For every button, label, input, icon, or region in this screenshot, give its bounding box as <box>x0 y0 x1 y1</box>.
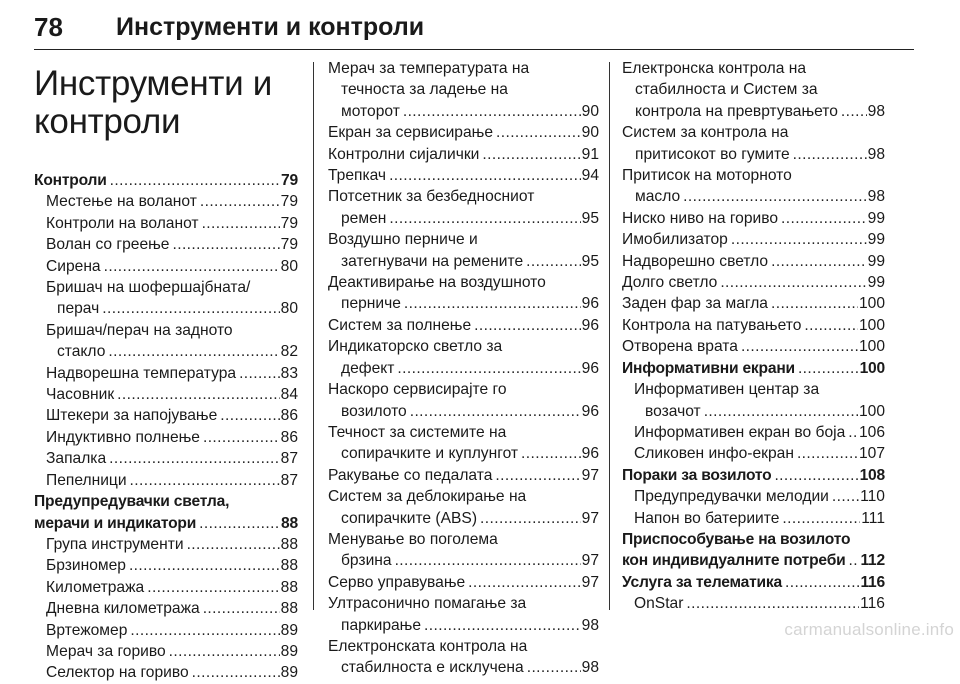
toc-entry-title: дефект <box>341 359 395 377</box>
toc-entry-line: Ултрасонично помагање за <box>328 595 527 613</box>
toc-entry-title: Ниско ниво на гориво <box>622 209 779 227</box>
toc-entry[interactable] <box>622 572 885 593</box>
toc-leader-dots <box>169 641 280 662</box>
toc-leader-dots <box>109 448 279 469</box>
toc-entry[interactable] <box>328 122 599 143</box>
toc-page-number: 98 <box>867 145 885 163</box>
toc-list <box>34 170 298 684</box>
toc-entry[interactable] <box>328 572 599 593</box>
toc-entry[interactable] <box>34 191 298 212</box>
toc-entry[interactable] <box>328 657 599 678</box>
toc-page-number: 88 <box>280 600 298 618</box>
toc-leader-dots <box>731 229 867 250</box>
toc-entry[interactable] <box>622 358 885 379</box>
toc-entry-title: Трепкач <box>328 167 387 185</box>
toc-leader-dots <box>129 555 280 576</box>
toc-entry[interactable] <box>34 427 298 448</box>
toc-entry-title: Контроли на воланот <box>46 214 199 232</box>
toc-leader-dots <box>468 572 580 593</box>
toc-leader-dots <box>741 336 858 357</box>
toc-entry-line: Мерач за температурата на <box>328 60 530 77</box>
page-header <box>34 0 914 50</box>
toc-leader-dots <box>203 427 280 448</box>
toc-page-number: 88 <box>280 578 298 596</box>
toc-entry[interactable] <box>34 641 298 662</box>
toc-list <box>622 58 885 615</box>
toc-entry[interactable] <box>622 315 885 336</box>
chapter-title-line-2: контроли <box>34 102 181 141</box>
toc-entry-title: затегнувачи на ремените <box>341 252 524 270</box>
toc-leader-dots <box>199 513 280 534</box>
toc-leader-dots <box>130 470 280 491</box>
toc-entry[interactable] <box>622 422 885 443</box>
toc-entry-title: Запалка <box>46 450 107 468</box>
toc-leader-dots <box>781 208 867 229</box>
toc-entry[interactable] <box>622 229 885 250</box>
header-rule <box>34 49 914 50</box>
toc-entry[interactable] <box>34 213 298 234</box>
toc-entry-title: Контролни сијалички <box>328 145 480 163</box>
toc-leader-dots <box>424 615 581 636</box>
toc-leader-dots <box>849 550 860 571</box>
toc-entry-line: Течност за системите на <box>328 423 507 441</box>
toc-entry-title: Мерач за гориво <box>46 642 166 660</box>
toc-entry-title: Надворешна температура <box>46 364 237 382</box>
toc-entry[interactable] <box>622 443 885 464</box>
toc-entry[interactable] <box>34 405 298 426</box>
toc-entry[interactable] <box>328 508 599 529</box>
toc-entry[interactable] <box>34 513 298 534</box>
toc-page-number: 90 <box>581 102 599 120</box>
toc-page-number: 83 <box>280 364 298 382</box>
toc-entry-title: Дневна километража <box>46 600 200 618</box>
toc-leader-dots <box>720 272 866 293</box>
running-title: Инструменти и контроли <box>116 13 425 41</box>
toc-page-number: 96 <box>581 402 599 420</box>
toc-page-number: 89 <box>280 664 298 682</box>
toc-entry-title: сопирачките (ABS) <box>341 509 478 527</box>
toc-page-number: 108 <box>859 466 885 484</box>
toc-page-number: 96 <box>581 445 599 463</box>
toc-leader-dots <box>798 358 859 379</box>
column-divider-2 <box>609 62 610 610</box>
toc-entry[interactable] <box>622 336 885 357</box>
toc-entry-line: Притисок на моторното <box>622 167 792 185</box>
toc-leader-dots <box>187 534 280 555</box>
toc-entry-title: Надворешно светло <box>622 252 769 270</box>
toc-page-number: 87 <box>280 471 298 489</box>
toc-entry-title: Вртежомер <box>46 621 128 639</box>
toc-entry[interactable] <box>328 401 599 422</box>
toc-leader-dots <box>389 208 580 229</box>
toc-entry-line: Информативен центар за <box>634 381 820 399</box>
toc-page-number: 111 <box>861 509 885 527</box>
toc-page-number: 98 <box>867 102 885 120</box>
toc-entry-title: Километража <box>46 578 145 596</box>
toc-heading-line: Приспособување на возилото <box>622 530 851 548</box>
toc-entry-title: перниче <box>341 295 401 313</box>
toc-entry-title: притисокот во гумите <box>635 145 790 163</box>
toc-page-number: 89 <box>280 621 298 639</box>
toc-entry[interactable] <box>34 363 298 384</box>
toc-entry-title: масло <box>635 188 681 206</box>
toc-leader-dots <box>239 363 280 384</box>
toc-entry[interactable] <box>328 293 599 314</box>
toc-leader-dots <box>397 358 580 379</box>
toc-entry[interactable] <box>622 186 885 207</box>
toc-page-number: 99 <box>867 274 885 292</box>
toc-leader-dots <box>192 662 280 683</box>
toc-leader-dots <box>410 401 581 422</box>
column-divider-1 <box>313 62 314 610</box>
toc-entry[interactable] <box>34 384 298 405</box>
toc-heading-line: Предупредувачки светла, <box>34 493 230 511</box>
toc-entry-title: Информативен екран во боја <box>634 423 846 441</box>
toc-entry-title: Информативни екрани <box>622 359 795 377</box>
toc-leader-dots <box>130 620 279 641</box>
toc-entry[interactable] <box>622 465 885 486</box>
toc-entry[interactable] <box>622 593 885 614</box>
toc-entry-title: Екран за сервисирање <box>328 124 493 142</box>
toc-entry-title: возачот <box>645 402 701 420</box>
toc-page-number: 98 <box>581 616 599 634</box>
toc-page-number: 90 <box>581 124 599 142</box>
toc-page-number: 100 <box>858 316 885 334</box>
toc-entry-title: Индуктивно полнење <box>46 428 200 446</box>
toc-entry-title: Пораки за возилото <box>622 466 772 484</box>
toc-entry-line: Индикаторско светло за <box>328 338 503 356</box>
toc-entry[interactable] <box>622 208 885 229</box>
toc-page-number: 88 <box>281 514 298 532</box>
toc-entry[interactable] <box>34 234 298 255</box>
toc-leader-dots <box>527 657 581 678</box>
toc-page-number: 89 <box>280 642 298 660</box>
toc-entry-line: Систем за деблокирање на <box>328 488 527 506</box>
toc-entry-title: Местење на воланот <box>46 193 197 211</box>
toc-page-number: 84 <box>280 386 298 404</box>
toc-leader-dots <box>793 144 867 165</box>
chapter-title-line-1: Инструменти и <box>34 64 273 103</box>
toc-entry[interactable] <box>328 208 599 229</box>
toc-column-3 <box>622 58 885 638</box>
toc-entry-line: Воздушно перниче и <box>328 231 478 249</box>
toc-entry-title: брзина <box>341 552 392 570</box>
toc-entry-title: Систем за полнење <box>328 316 472 334</box>
toc-page-number: 97 <box>581 509 599 527</box>
toc-entry-title: Ракување со педалата <box>328 466 493 484</box>
toc-entry[interactable] <box>622 550 885 571</box>
toc-page-number: 116 <box>860 573 885 591</box>
toc-entry[interactable] <box>328 465 599 486</box>
toc-entry-title: OnStar <box>634 595 684 613</box>
toc-page-number: 87 <box>280 450 298 468</box>
toc-page-number: 100 <box>858 295 885 313</box>
toc-page-number: 100 <box>858 338 885 356</box>
toc-page-number: 96 <box>581 359 599 377</box>
toc-entry-line: Менување во поголема <box>328 530 498 548</box>
toc-page-number: 94 <box>581 167 599 185</box>
toc-page-number: 99 <box>867 252 885 270</box>
toc-entry-title: паркирање <box>341 616 422 634</box>
toc-entry-title: Услуга за телематика <box>622 573 782 591</box>
toc-column-2 <box>328 58 599 677</box>
chapter-title <box>34 65 298 141</box>
toc-entry-title: контрола на превртувањето <box>635 102 838 120</box>
toc-entry[interactable] <box>34 298 298 319</box>
toc-entry[interactable] <box>622 251 885 272</box>
toc-leader-dots <box>480 508 581 529</box>
toc-page-number: 95 <box>581 209 599 227</box>
toc-entry[interactable] <box>328 443 599 464</box>
toc-entry-line: течноста за ладење на <box>341 81 508 99</box>
toc-leader-dots <box>771 251 867 272</box>
toc-page-number: 96 <box>581 295 599 313</box>
toc-page-number: 99 <box>867 231 885 249</box>
toc-entry-line: Бришач/перач на задното <box>46 321 233 339</box>
toc-leader-dots <box>482 144 580 165</box>
toc-entry-title: Долго светло <box>622 274 718 292</box>
toc-leader-dots <box>526 251 581 272</box>
toc-entry-title: кон индивидуалните потреби <box>622 552 846 570</box>
toc-entry[interactable] <box>328 251 599 272</box>
toc-entry-title: Имобилизатор <box>622 231 728 249</box>
toc-page-number: 98 <box>867 188 885 206</box>
toc-entry[interactable] <box>34 170 298 191</box>
toc-entry[interactable] <box>328 358 599 379</box>
toc-leader-dots <box>848 422 858 443</box>
toc-entry-title: Заден фар за магла <box>622 295 768 313</box>
toc-entry[interactable] <box>328 615 599 636</box>
toc-entry[interactable] <box>328 144 599 165</box>
toc-entry-title: Напон во батериите <box>634 509 780 527</box>
toc-entry-title: Волан со греење <box>46 236 170 254</box>
toc-leader-dots <box>172 234 279 255</box>
toc-entry-title: Група инструменти <box>46 535 184 553</box>
toc-page-number: 86 <box>280 407 298 425</box>
toc-entry-title: Контрола на патувањето <box>622 316 802 334</box>
toc-leader-dots <box>108 341 279 362</box>
toc-entry-title: Серво управување <box>328 573 466 591</box>
toc-leader-dots <box>102 298 279 319</box>
toc-leader-dots <box>496 122 581 143</box>
toc-entry-line: Наскоро сервисирајте го <box>328 381 507 399</box>
toc-page-number: 116 <box>860 595 885 613</box>
toc-page-number: 79 <box>280 236 298 254</box>
toc-entry-title: Контроли <box>34 172 107 189</box>
toc-page-number: 80 <box>280 257 298 275</box>
toc-entry[interactable] <box>34 555 298 576</box>
toc-leader-dots <box>841 101 867 122</box>
toc-leader-dots <box>202 213 280 234</box>
toc-page-number: 88 <box>280 535 298 553</box>
toc-entry-title: стакло <box>57 343 106 361</box>
toc-entry[interactable] <box>34 341 298 362</box>
toc-entry-line: Систем за контрола на <box>622 124 789 142</box>
toc-leader-dots <box>782 508 860 529</box>
toc-entry[interactable] <box>34 256 298 277</box>
toc-page-number: 97 <box>581 573 599 591</box>
toc-entry[interactable] <box>34 470 298 491</box>
toc-entry-title: Сирена <box>46 257 101 275</box>
toc-entry-title: Брзиномер <box>46 557 126 575</box>
toc-entry[interactable] <box>34 598 298 619</box>
toc-entry[interactable] <box>328 165 599 186</box>
toc-list <box>328 58 599 679</box>
toc-entry[interactable] <box>622 486 885 507</box>
toc-entry-title: ремен <box>341 209 387 227</box>
toc-page-number: 79 <box>280 193 298 211</box>
toc-entry-line: стабилноста и Систем за <box>635 81 818 99</box>
toc-page-number: 97 <box>581 466 599 484</box>
toc-entry-title: Отворена врата <box>622 338 738 356</box>
toc-leader-dots <box>395 550 581 571</box>
toc-entry-title: мерачи и индикатори <box>34 514 197 532</box>
toc-entry[interactable] <box>34 662 298 683</box>
toc-page-number: 112 <box>860 552 885 570</box>
toc-entry-title: Сликовен инфо-екран <box>634 445 794 463</box>
toc-page-number: 107 <box>858 445 885 463</box>
toc-leader-dots <box>683 186 867 207</box>
toc-entry-title: Штекери за напојување <box>46 407 218 425</box>
toc-leader-dots <box>797 443 858 464</box>
toc-entry[interactable] <box>34 620 298 641</box>
toc-page-number: 110 <box>860 488 885 506</box>
toc-page-number: 100 <box>858 402 885 420</box>
toc-entry[interactable] <box>622 272 885 293</box>
toc-leader-dots <box>117 384 280 405</box>
toc-entry-title: Пепелници <box>46 471 127 489</box>
toc-page-number: 99 <box>867 209 885 227</box>
toc-entry-title: моторот <box>341 102 400 120</box>
toc-entry-line: Деактивирање на воздушното <box>328 274 546 292</box>
toc-page-number: 95 <box>581 252 599 270</box>
toc-entry-title: возилото <box>341 402 407 420</box>
toc-page-number: 80 <box>280 300 298 318</box>
toc-page-number: 98 <box>581 659 599 677</box>
toc-page-number: 86 <box>280 428 298 446</box>
toc-leader-dots <box>785 572 859 593</box>
toc-column-1 <box>34 58 298 682</box>
page-number: 78 <box>34 12 63 42</box>
toc-leader-dots <box>495 465 580 486</box>
toc-entry-line: Бришач на шофершајбната/ <box>46 279 251 297</box>
toc-page-number: 97 <box>581 552 599 570</box>
toc-page-number: 106 <box>858 423 885 441</box>
toc-leader-dots <box>389 165 581 186</box>
toc-entry[interactable] <box>622 508 885 529</box>
toc-entry-title: стабилноста е исклучена <box>341 659 524 677</box>
toc-leader-dots <box>771 293 858 314</box>
toc-entry-title: Селектор на гориво <box>46 664 189 682</box>
toc-entry-line: Електронската контрола на <box>328 637 528 655</box>
toc-leader-dots <box>474 315 581 336</box>
toc-entry-title: Предупредувачки мелодии <box>634 488 829 506</box>
toc-leader-dots <box>521 443 581 464</box>
toc-entry[interactable] <box>622 101 885 122</box>
toc-leader-dots <box>203 598 280 619</box>
toc-leader-dots <box>200 191 280 212</box>
toc-leader-dots <box>686 593 859 614</box>
toc-leader-dots <box>403 101 581 122</box>
toc-leader-dots <box>832 486 859 507</box>
toc-page-number: 100 <box>859 359 885 377</box>
toc-leader-dots <box>704 401 858 422</box>
toc-entry[interactable] <box>328 101 599 122</box>
toc-page-number: 79 <box>280 214 298 232</box>
toc-page-number: 88 <box>280 557 298 575</box>
toc-leader-dots <box>110 170 280 191</box>
toc-entry[interactable] <box>34 448 298 469</box>
toc-entry-title: перач <box>57 300 100 318</box>
toc-entry[interactable] <box>622 144 885 165</box>
toc-entry[interactable] <box>622 293 885 314</box>
toc-page-number: 79 <box>281 172 298 189</box>
toc-page-number: 96 <box>581 316 599 334</box>
toc-entry[interactable] <box>328 550 599 571</box>
toc-leader-dots <box>774 465 858 486</box>
toc-leader-dots <box>104 256 280 277</box>
toc-leader-dots <box>220 405 279 426</box>
watermark: carmanualsonline.info <box>784 620 954 639</box>
toc-page-number: 91 <box>581 145 599 163</box>
toc-leader-dots <box>404 293 581 314</box>
toc-entry-title: сопирачките и куплунгот <box>341 445 519 463</box>
toc-entry-line: Потсетник за безбедносниот <box>328 188 535 206</box>
toc-leader-dots <box>804 315 858 336</box>
toc-entry[interactable] <box>34 534 298 555</box>
toc-page-number: 82 <box>280 343 298 361</box>
toc-entry-title: Часовник <box>46 386 115 404</box>
toc-entry[interactable] <box>328 315 599 336</box>
toc-entry[interactable] <box>34 577 298 598</box>
toc-leader-dots <box>147 577 279 598</box>
toc-entry[interactable] <box>622 401 885 422</box>
toc-entry-line: Електронска контрола на <box>622 60 807 77</box>
